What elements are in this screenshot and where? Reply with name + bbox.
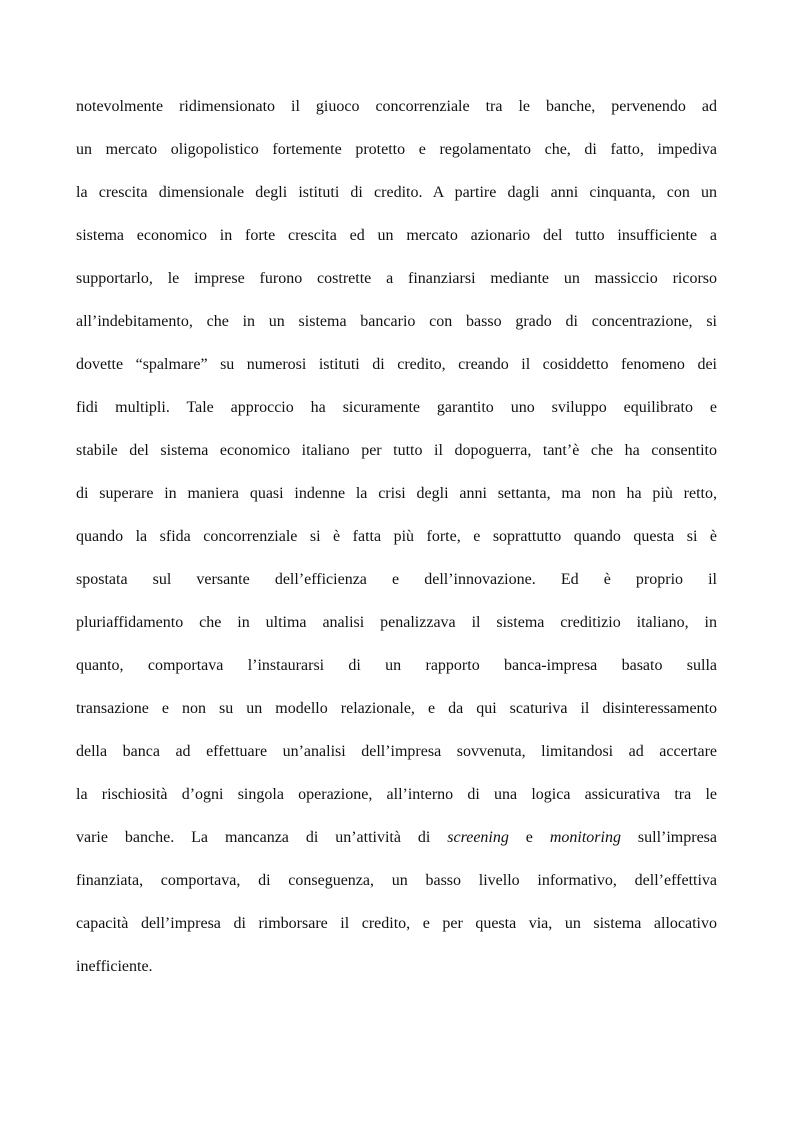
text-segment: e <box>508 829 550 846</box>
text-line: fidi multipli. Tale approccio ha sicuramente garantito uno sviluppo equilibrato e <box>76 399 717 416</box>
text-line: stabile del sistema economico italiano per tutto il dopoguerra, tant’è che ha consentito <box>76 442 717 459</box>
emphasis-screening: screening <box>447 829 509 846</box>
text-line: notevolmente ridimensionato il giuoco concorrenziale tra le banche, pervenendo ad <box>76 98 717 115</box>
text-line: un mercato oligopolistico fortemente protetto e regolamentato che, di fatto, impediva <box>76 141 717 158</box>
text-line: la crescita dimensionale degli istituti di credito. A partire dagli anni cinquanta, con un <box>76 184 717 201</box>
text-line: sistema economico in forte crescita ed un mercato azionario del tutto insufficiente a <box>76 227 717 244</box>
text-line: quanto, comportava l’instaurarsi di un rapporto banca-impresa basato sulla <box>76 657 717 674</box>
text-segment: sull’impresa <box>620 829 717 846</box>
text-line: finanziata, comportava, di conseguenza, un basso livello informativo, dell’effettiva <box>76 872 717 889</box>
text-line-with-emphasis <box>76 823 717 866</box>
emphasis-monitoring: monitoring <box>549 829 621 846</box>
text-line: la rischiosità d’ogni singola operazione, all’interno di una logica assicurativa tra le <box>76 786 717 803</box>
text-line: spostata sul versante dell’efficienza e dell’innovazione. Ed è proprio il <box>76 571 717 588</box>
text-line: della banca ad effettuare un’analisi dell’impresa sovvenuta, limitandosi ad accertare <box>76 743 717 760</box>
text-line: transazione e non su un modello relazionale, e da qui scaturiva il disinteressamento <box>76 700 717 717</box>
text-line: supportarlo, le imprese furono costrette a finanziarsi mediante un massiccio ricorso <box>76 270 717 287</box>
text-line: pluriaffidamento che in ultima analisi penalizzava il sistema creditizio italiano, in <box>76 614 717 631</box>
text-line: quando la sfida concorrenziale si è fatta più forte, e soprattutto quando questa si è <box>76 528 717 545</box>
text-segment: varie banche. La mancanza di un’attività di <box>76 829 448 846</box>
body-paragraph <box>76 92 717 995</box>
text-line: all’indebitamento, che in un sistema bancario con basso grado di concentrazione, si <box>76 313 717 330</box>
text-line: capacità dell’impresa di rimborsare il credito, e per questa via, un sistema allocativo <box>76 915 717 932</box>
text-line: dovette “spalmare” su numerosi istituti di credito, creando il cosiddetto fenomeno dei <box>76 356 717 373</box>
text-line-last: inefficiente. <box>76 958 153 975</box>
text-line: di superare in maniera quasi indenne la crisi degli anni settanta, ma non ha più retto, <box>76 485 717 502</box>
